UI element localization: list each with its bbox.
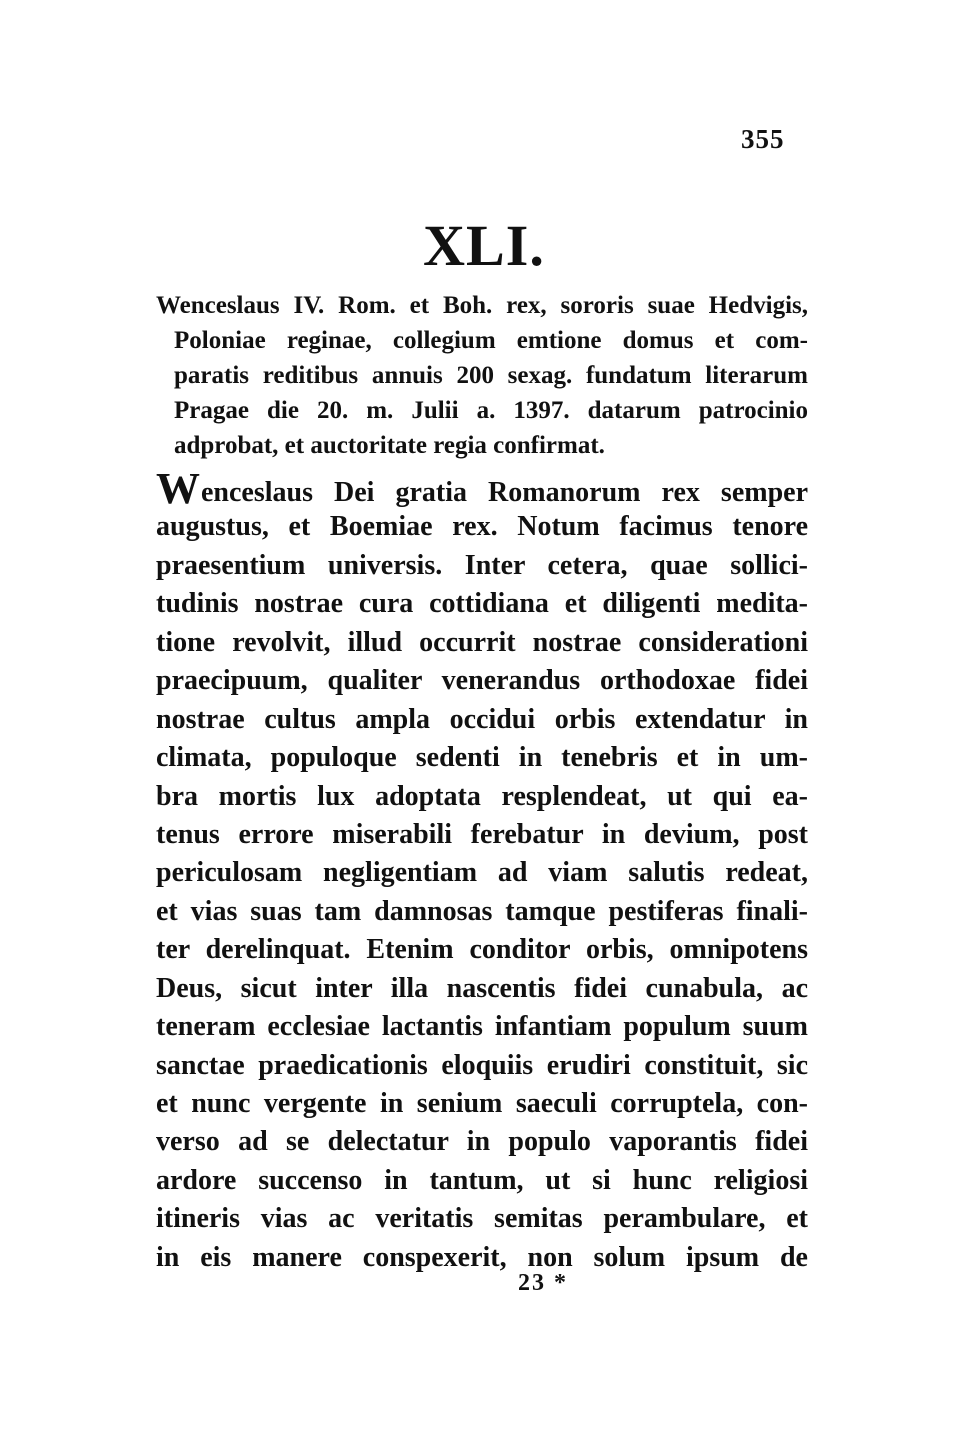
body-line: tenus errore miserabili ferebatur in devium, post (156, 818, 808, 850)
page-number: 355 (741, 124, 785, 154)
body-first-line (156, 464, 808, 513)
document-body (156, 464, 808, 1277)
body-line: climata, populoque sedenti in tenebris et in um- (156, 742, 808, 774)
body-line: sanctae praedicationis eloquiis erudiri constituit, sic (156, 1049, 808, 1081)
body-line: praesentium universis. Inter cetera, quae sollici- (156, 549, 808, 581)
body-line: Deus, sicut inter illa nascentis fidei cunabula, ac (156, 972, 808, 1004)
body-line: nostrae cultus ampla occidui orbis extendatur in (156, 703, 808, 735)
body-line: tione revolvit, illud occurrit nostrae considerationi (156, 626, 808, 658)
body-line: tudinis nostrae cura cottidiana et diligenti medita- (156, 588, 808, 620)
summary-line: paratis reditibus annuis 200 sexag. fundatum literarum (174, 362, 808, 389)
body-line: ter derelinquat. Etenim conditor orbis, omnipotens (156, 934, 808, 966)
body-line: et vias suas tam damnosas tamque pestiferas finali- (156, 895, 808, 927)
document-summary (156, 288, 808, 463)
first-line-text: enceslaus Dei gratia Romanorum rex semper (201, 477, 808, 508)
summary-line: Pragae die 20. m. Julii a. 1397. datarum patrocinio (174, 397, 808, 424)
summary-line: Poloniae reginae, collegium emtione domus et com- (174, 327, 808, 354)
body-line: augustus, et Boemiae rex. Notum facimus tenore (156, 511, 808, 543)
body-line: bra mortis lux adoptata resplendeat, ut qui ea- (156, 780, 808, 812)
body-line: teneram ecclesiae lactantis infantiam populum suum (156, 1011, 808, 1043)
summary-line: adprobat, et auctoritate regia confirmat. (174, 432, 605, 459)
body-line: et nunc vergente in senium saeculi corruptela, con- (156, 1088, 808, 1119)
body-line: ardore succenso in tantum, ut si hunc religiosi (156, 1164, 808, 1196)
drop-initial: W (156, 464, 200, 513)
body-line: verso ad se delectatur in populo vaporantis fidei (156, 1126, 808, 1158)
body-line: praecipuum, qualiter venerandus orthodoxae fidei (156, 665, 808, 697)
body-line: in eis manere conspexerit, non solum ipsum de (156, 1241, 808, 1273)
body-line: periculosam negligentiam ad viam salutis redeat, (156, 857, 808, 889)
body-line: itineris vias ac veritatis semitas perambulare, et (156, 1203, 808, 1235)
chapter-heading: XLI. (423, 213, 545, 278)
signature-mark: 23 * (518, 1270, 568, 1296)
summary-line: Wenceslaus IV. Rom. et Boh. rex, sororis suae Hedvigis, (156, 292, 808, 319)
